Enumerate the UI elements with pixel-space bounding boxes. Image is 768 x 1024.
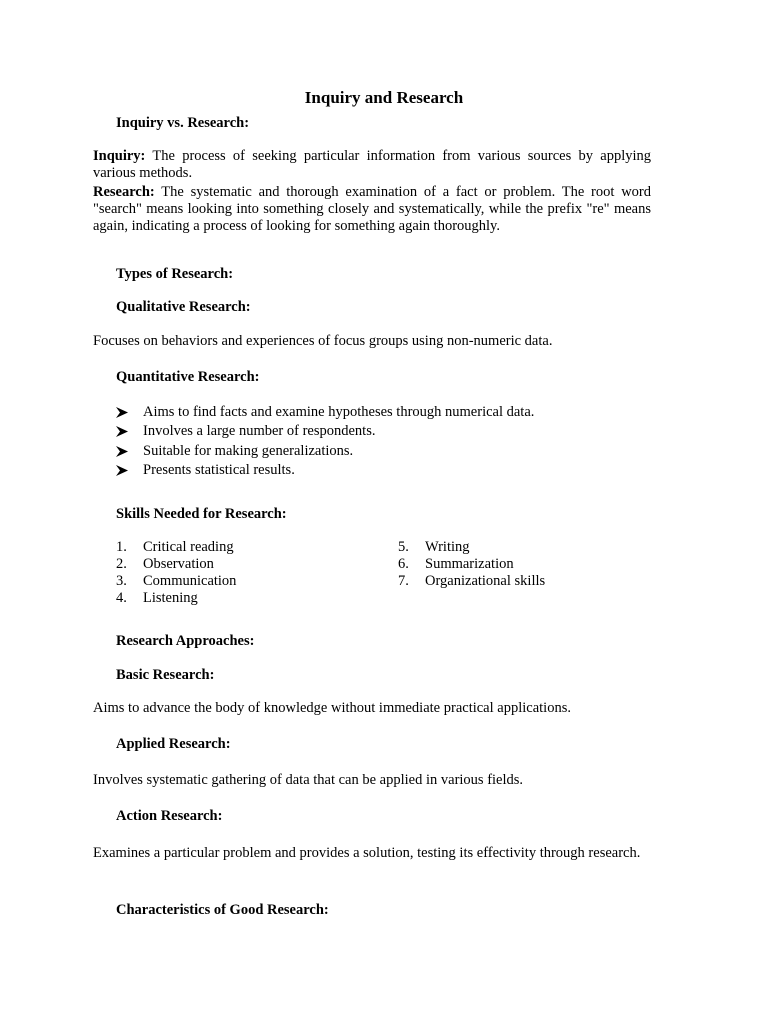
- list-number: 3.: [116, 573, 127, 589]
- list-item-text: Summarization: [425, 556, 514, 572]
- heading-qualitative-research: Qualitative Research:: [116, 299, 251, 315]
- heading-quantitative-research: Quantitative Research:: [116, 369, 260, 385]
- list-number: 6.: [398, 556, 409, 572]
- list-item-text: Suitable for making generalizations.: [143, 442, 354, 459]
- list-number: 4.: [116, 590, 127, 606]
- list-number: 1.: [116, 539, 127, 555]
- arrowhead-bullet-icon: [116, 443, 130, 457]
- arrowhead-bullet-icon: [116, 462, 130, 476]
- list-item-text: Involves a large number of respondents.: [143, 423, 376, 440]
- heading-skills-needed: Skills Needed for Research:: [116, 506, 287, 522]
- qualitative-description: Focuses on behaviors and experiences of focus groups using non-numeric data.: [93, 333, 553, 349]
- research-term: Research:: [93, 184, 155, 200]
- heading-inquiry-vs-research: Inquiry vs. Research:: [116, 115, 250, 131]
- inquiry-term: Inquiry:: [93, 148, 146, 164]
- list-number: 5.: [398, 539, 409, 555]
- research-definition-text: The systematic and thorough examination of a fact or problem. The root word "search" means looking into something closely and systematically, while the prefix "re" means again, indicating a process of looking for something again thoroughly.: [93, 184, 651, 234]
- list-item-text: Communication: [143, 573, 237, 589]
- arrowhead-bullet-icon: [116, 423, 130, 437]
- heading-types-of-research: Types of Research:: [116, 266, 234, 282]
- list-item-text: Aims to find facts and examine hypotheses through numerical data.: [143, 404, 535, 420]
- page-title: Inquiry and Research: [304, 88, 464, 107]
- list-number: 2.: [116, 556, 127, 572]
- heading-characteristics: Characteristics of Good Research:: [116, 902, 329, 918]
- action-research-description: Examines a particular problem and provides a solution, testing its effectivity through research.: [93, 845, 641, 861]
- applied-research-description: Involves systematic gathering of data that can be applied in various fields.: [93, 772, 524, 788]
- list-item-text: Writing: [425, 539, 470, 555]
- list-item-text: Organizational skills: [425, 573, 546, 589]
- heading-applied-research: Applied Research:: [116, 736, 231, 752]
- list-number: 7.: [398, 573, 409, 589]
- heading-research-approaches: Research Approaches:: [116, 633, 255, 649]
- list-item-text: Presents statistical results.: [143, 461, 295, 478]
- heading-action-research: Action Research:: [116, 808, 223, 824]
- inquiry-definition-text: The process of seeking particular information from various sources by applying various methods.: [93, 148, 651, 181]
- list-item-text: Critical reading: [143, 539, 234, 555]
- arrowhead-bullet-icon: [116, 404, 130, 418]
- heading-basic-research: Basic Research:: [116, 667, 215, 683]
- list-item-text: Listening: [143, 590, 198, 606]
- inquiry-definition: [93, 148, 651, 182]
- list-item-text: Observation: [143, 556, 214, 572]
- research-definition: [93, 184, 651, 235]
- basic-research-description: Aims to advance the body of knowledge without immediate practical applications.: [93, 700, 571, 716]
